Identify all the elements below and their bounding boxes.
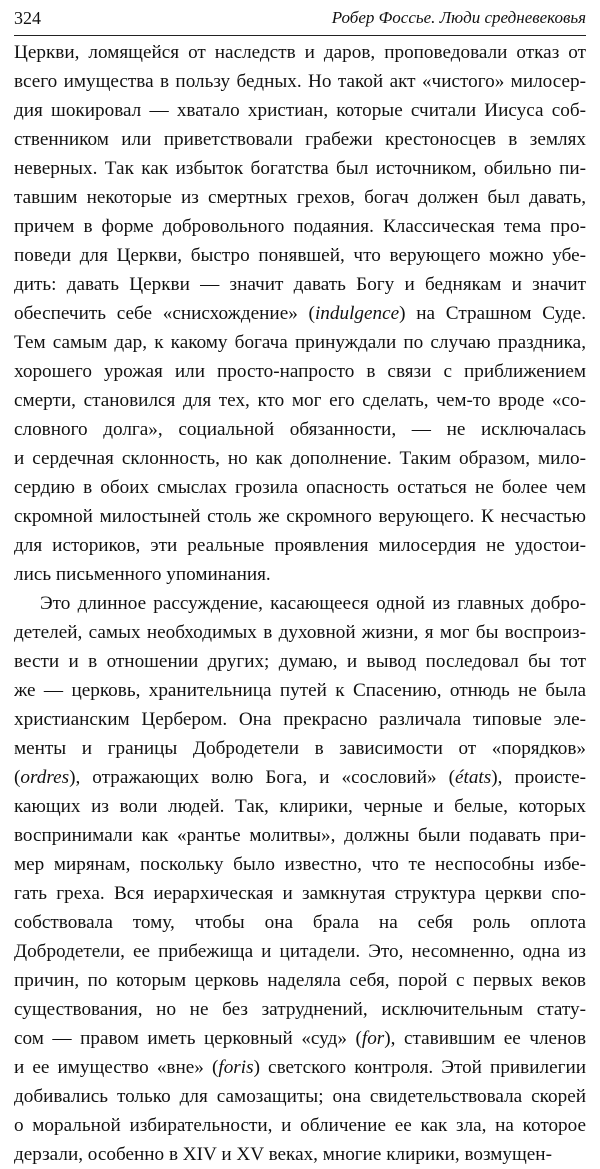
paragraph [14,38,586,589]
text-line: (ordres), отражающих волю Бога, и «сословий» (états), происте- [14,767,586,788]
text-line: собствовала тому, чтобы она брала на себя роль оплота [14,912,586,933]
text-line: лись письменного упоминания. [14,564,271,585]
text-line: поведи для Церкви, быстро понявшей, что верующего можно убе- [14,245,586,266]
text-line: и ее имущество «вне» (foris) светского контроля. Этой привилегии [14,1057,586,1078]
text-line: смерти, становился для тех, кто мог его сделать, чем-то вроде «со- [14,390,586,411]
text-line: о моральной избирательности, и обличение ее как зла, на которое [14,1115,586,1136]
text-line: Тем самым дар, к какому богача принуждали по случаю праздника, [14,332,586,353]
text-line: для историков, эти реальные проявления милосердия не удостои- [14,535,586,556]
text-line: обеспечить себе «снисхождение» (indulgence) на Страшном Суде. [14,303,586,324]
text-line: Это длинное рассуждение, касающееся одной из главных добро- [40,593,586,614]
text-line: всего имущества в пользу бедных. Но такой акт «чистого» милосер- [14,71,586,92]
text-line: воспринимали как «рантье молитвы», должны были подавать при- [14,825,586,846]
text-line: дия шокировал — хватало христиан, которые считали Иисуса соб- [14,100,586,121]
text-line: детелей, самых необходимых в духовной жизни, я мог бы воспроиз- [14,622,586,643]
text-line: существования, но не без затруднений, исключительным стату- [14,999,586,1020]
text-line: же — церковь, хранительница путей к Спасению, отнюдь не была [14,680,586,701]
text-line: причем в форме добровольного подаяния. Классическая тема про- [14,216,586,237]
running-head [14,6,586,30]
text-line: менты и границы Добродетели в зависимости от «порядков» [14,738,586,759]
text-line: Добродетели, ее прибежища и цитадели. Это, несомненно, одна из [14,941,586,962]
text-line: тавшим некоторые из смертных грехов, богач должен был давать, [14,187,586,208]
text-line: ственником или приветствовали грабежи крестоносцев в землях [14,129,586,150]
text-line: причин, по которым церковь наделяла себя, порой с первых веков [14,970,586,991]
page-number: 324 [14,8,41,28]
running-title: Робер Фоссье. Люди средневековья [331,8,586,27]
header-rule [14,35,586,36]
text-line: кающих из воли людей. Так, клирики, черные и белые, которых [14,796,586,817]
text-line: мер мирянам, поскольку было известно, что те неспособны избе- [14,854,586,875]
text-line: Церкви, ломящейся от наследств и даров, проповедовали отказ от [14,42,586,63]
text-line: хорошего урожая или просто-напросто в связи с приближением [14,361,586,382]
text-line: и сердечная склонность, но как дополнение. Таким образом, мило- [14,448,586,469]
text-line: дерзали, особенно в XIV и XV веках, многие клирики, возмущен- [14,1144,552,1165]
text-line: добивались только для самозащиты; она свидетельствовала скорей [14,1086,586,1107]
paragraph [14,589,586,1169]
body-text [14,38,586,1169]
text-line: скромной милостыней столь же скромного верующего. К несчастью [14,506,586,527]
text-line: сом — правом иметь церковный «суд» (for), ставившим ее членов [14,1028,586,1049]
text-line: вести и в отношении других; думаю, и вывод последовал бы тот [14,651,586,672]
text-line: гать греха. Вся иерархическая и замкнутая структура церкви спо- [14,883,586,904]
text-line: словного долга», социальной обязанности, — не исключалась [14,419,586,440]
text-line: дить: давать Церкви — значит давать Богу и беднякам и значит [14,274,586,295]
text-line: сердию в обоих смыслах грозила опасность остаться не более чем [14,477,586,498]
text-line: неверных. Так как избыток богатства был источником, обильно пи- [14,158,586,179]
text-line: христианским Цербером. Она прекрасно различала типовые эле- [14,709,586,730]
